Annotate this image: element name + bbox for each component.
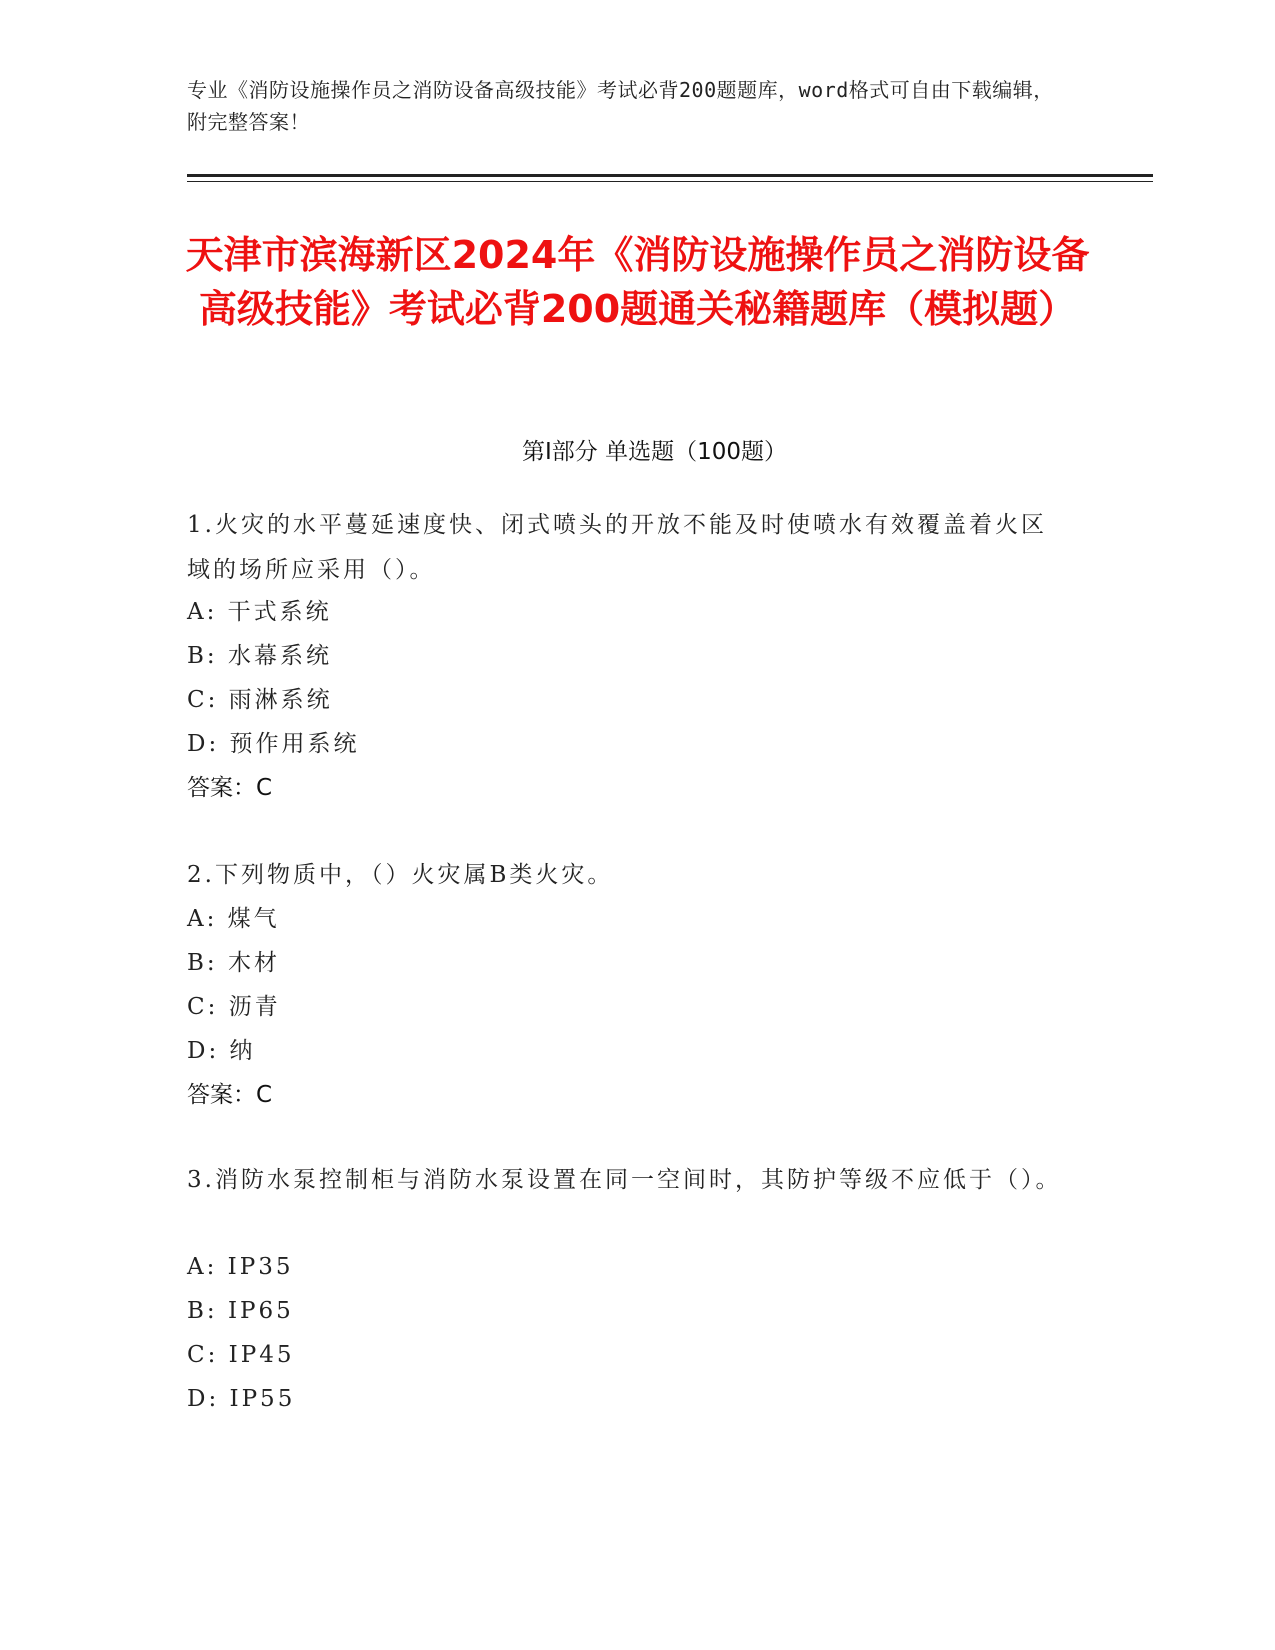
header-rule-thin — [187, 181, 1153, 182]
header-note: 专业《消防设施操作员之消防设备高级技能》考试必背200题题库，word格式可自由下载编辑，附完整答案！ — [187, 78, 1054, 134]
question-2-option-a: A: 煤气 — [187, 906, 280, 932]
question-3-option-a: A: IP35 — [187, 1254, 294, 1280]
question-3-option-c: C: IP45 — [187, 1342, 295, 1368]
question-1-option-b: B: 水幕系统 — [187, 643, 332, 669]
section-title: 第I部分 单选题（100题） — [522, 439, 787, 465]
question-1-answer: 答案：C — [187, 775, 273, 801]
question-1-option-c: C: 雨淋系统 — [187, 687, 333, 713]
question-2-stem: 2.下列物质中，（）火灾属B类火灾。 — [187, 862, 614, 888]
question-1-option-a: A: 干式系统 — [187, 599, 332, 625]
question-2-option-c: C: 沥青 — [187, 994, 281, 1020]
document-title: 天津市滨海新区2024年《消防设施操作员之消防设备高级技能》考试必背200题通关秘籍题库（模拟题） — [185, 233, 1090, 331]
question-1-option-d: D: 预作用系统 — [187, 731, 360, 757]
header-rule-thick — [187, 174, 1153, 177]
question-3-option-b: B: IP65 — [187, 1298, 294, 1324]
question-2-answer: 答案：C — [187, 1082, 273, 1108]
question-2-option-b: B: 木材 — [187, 950, 280, 976]
question-1-stem: 1.火灾的水平蔓延速度快、闭式喷头的开放不能及时使喷水有效覆盖着火区域的场所应采用（）。 — [187, 512, 1047, 583]
question-2-option-d: D: 纳 — [187, 1038, 256, 1064]
question-3-stem: 3.消防水泵控制柜与消防水泵设置在同一空间时，其防护等级不应低于（）。 — [187, 1167, 1062, 1193]
question-3-option-d: D: IP55 — [187, 1386, 296, 1412]
